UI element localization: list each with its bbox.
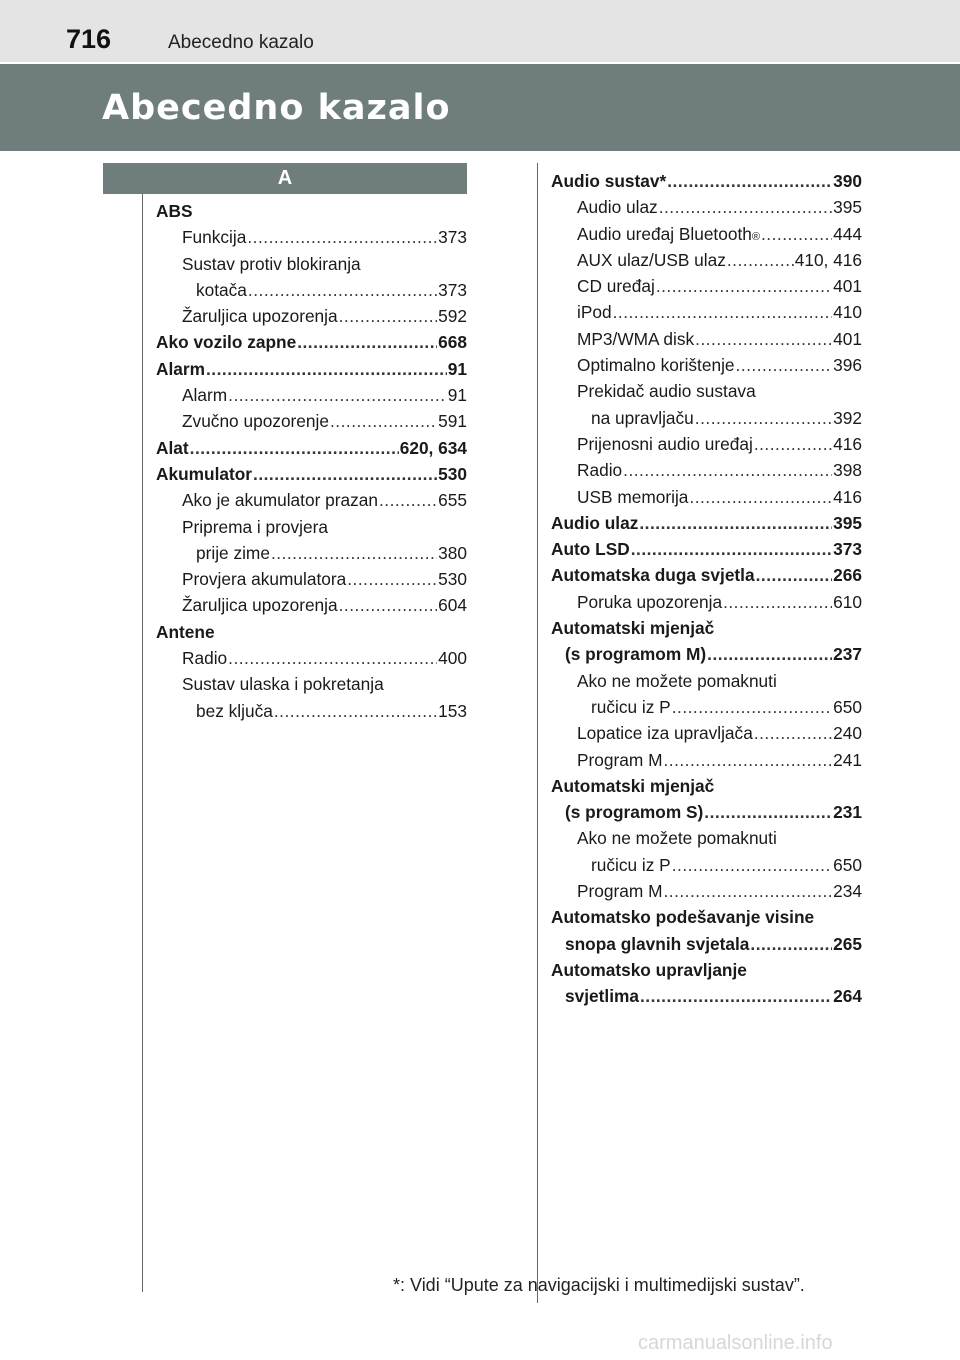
index-entry bbox=[156, 224, 467, 250]
entry-page: 530 bbox=[438, 463, 467, 484]
entry-term: Žaruljica upozorenja bbox=[182, 595, 338, 616]
dot-leader bbox=[623, 457, 832, 483]
entry-term: Sustav ulaska i pokretanja bbox=[182, 674, 384, 695]
entry-term: Radio bbox=[577, 460, 623, 481]
entry-term: Alat bbox=[156, 437, 189, 458]
dot-leader bbox=[271, 540, 437, 566]
dot-leader bbox=[695, 326, 832, 352]
dot-leader bbox=[613, 299, 833, 325]
dot-leader bbox=[339, 592, 438, 618]
entry-page: 655 bbox=[438, 490, 467, 511]
entry-term: Provjera akumulatora bbox=[182, 569, 347, 590]
dot-leader bbox=[695, 405, 832, 431]
dot-leader bbox=[754, 720, 832, 746]
index-entry bbox=[551, 904, 862, 930]
entry-term: Automatsko podešavanje visine bbox=[551, 907, 815, 928]
index-column-right bbox=[551, 168, 862, 1010]
index-entry bbox=[551, 694, 862, 720]
entry-page: 416 bbox=[833, 486, 862, 507]
index-entry bbox=[551, 510, 862, 536]
dot-leader bbox=[750, 931, 832, 957]
index-entry bbox=[551, 247, 862, 273]
dot-leader bbox=[228, 645, 437, 671]
dot-leader bbox=[297, 329, 437, 355]
entry-page: 410 bbox=[833, 302, 862, 323]
index-entry bbox=[551, 273, 862, 299]
entry-term: Poruka upozorenja bbox=[577, 591, 723, 612]
index-entry bbox=[551, 589, 862, 615]
index-entry bbox=[551, 799, 862, 825]
entry-page: 530 bbox=[438, 569, 467, 590]
entry-term: Ako vozilo zapne bbox=[156, 332, 297, 353]
index-entry bbox=[156, 356, 467, 382]
entry-page: 604 bbox=[438, 595, 467, 616]
entry-term: Program M bbox=[577, 881, 663, 902]
index-entry bbox=[551, 957, 862, 983]
index-entry bbox=[551, 852, 862, 878]
dot-leader bbox=[228, 382, 447, 408]
entry-term: Funkcija bbox=[182, 227, 247, 248]
dot-leader bbox=[736, 352, 833, 378]
entry-page: 234 bbox=[833, 881, 862, 902]
index-entry bbox=[551, 931, 862, 957]
entry-term: Audio ulaz bbox=[551, 512, 639, 533]
index-entry bbox=[551, 747, 862, 773]
entry-page: 400 bbox=[438, 648, 467, 669]
index-entry bbox=[156, 645, 467, 671]
watermark: carmanualsonline.info bbox=[638, 1332, 833, 1354]
entry-term: Ako ne možete pomaknuti bbox=[577, 828, 777, 849]
entry-term: ručicu iz P bbox=[591, 696, 671, 717]
entry-page: 373 bbox=[833, 539, 862, 560]
index-entry bbox=[551, 720, 862, 746]
entry-page: 241 bbox=[833, 749, 862, 770]
entry-page: 592 bbox=[438, 306, 467, 327]
index-entry bbox=[551, 825, 862, 851]
index-entry bbox=[156, 698, 467, 724]
entry-term: USB memorija bbox=[577, 486, 689, 507]
index-entry: Audio uređaj Bluetooth ® ..... 444 bbox=[551, 221, 862, 247]
entry-term: ručicu iz P bbox=[591, 854, 671, 875]
entry-page: 265 bbox=[833, 933, 862, 954]
index-entry bbox=[156, 277, 467, 303]
dot-leader bbox=[672, 694, 832, 720]
index-entry bbox=[156, 540, 467, 566]
index-entry bbox=[551, 352, 862, 378]
entry-page: 401 bbox=[833, 328, 862, 349]
index-entry bbox=[551, 878, 862, 904]
entry-term: svjetlima bbox=[565, 986, 639, 1007]
index-entry bbox=[156, 592, 467, 618]
title-band bbox=[0, 64, 960, 151]
dot-leader bbox=[689, 484, 832, 510]
entry-term: Žaruljica upozorenja bbox=[182, 306, 338, 327]
entry-page: 91 bbox=[447, 385, 467, 406]
index-entry bbox=[551, 562, 862, 588]
entry-page: 373 bbox=[438, 227, 467, 248]
dot-leader bbox=[248, 277, 437, 303]
entry-page: 91 bbox=[447, 358, 467, 379]
index-entry bbox=[551, 484, 862, 510]
page-header bbox=[0, 0, 960, 62]
entry-term: Alarm bbox=[156, 358, 205, 379]
dot-leader bbox=[707, 641, 832, 667]
dot-leader bbox=[274, 698, 437, 724]
dot-leader bbox=[754, 431, 832, 457]
footnote: *: Vidi “Upute za navigacijski i multimedijski sustav”. bbox=[393, 1275, 805, 1295]
index-entry bbox=[156, 198, 467, 224]
dot-leader bbox=[761, 221, 832, 247]
index-entry bbox=[551, 668, 862, 694]
entry-page: 591 bbox=[438, 411, 467, 432]
entry-term: Automatski mjenjač bbox=[551, 775, 715, 796]
entry-page: 398 bbox=[833, 460, 862, 481]
entry-term: Radio bbox=[182, 648, 228, 669]
entry-page: 231 bbox=[833, 802, 862, 823]
entry-term: ABS bbox=[156, 201, 193, 221]
entry-term: Lopatice iza upravljača bbox=[577, 723, 753, 744]
entry-term: AUX ulaz/USB ulaz bbox=[577, 249, 726, 270]
entry-page: 237 bbox=[833, 644, 862, 665]
entry-term: Optimalno korištenje bbox=[577, 355, 735, 376]
entry-page: 395 bbox=[833, 512, 862, 533]
entry-page: 266 bbox=[833, 565, 862, 586]
dot-leader bbox=[247, 224, 437, 250]
dot-leader bbox=[656, 273, 832, 299]
dot-leader bbox=[631, 536, 832, 562]
entry-page: 650 bbox=[833, 696, 862, 717]
entry-term: snopa glavnih svjetala bbox=[565, 933, 750, 954]
entry-term: Alarm bbox=[182, 385, 228, 406]
index-entry bbox=[551, 773, 862, 799]
entry-page: 390 bbox=[833, 171, 862, 191]
index-entry bbox=[551, 641, 862, 667]
index-entry bbox=[551, 983, 862, 1009]
index-entry bbox=[156, 514, 467, 540]
dot-leader bbox=[727, 247, 794, 273]
index-column-left bbox=[156, 198, 467, 724]
dot-leader bbox=[672, 852, 832, 878]
section-letter-bar: A bbox=[103, 163, 467, 194]
index-entry bbox=[551, 194, 862, 220]
entry-page: 444 bbox=[833, 223, 862, 244]
entry-page: 240 bbox=[833, 723, 862, 744]
running-title: Abecedno kazalo bbox=[168, 32, 314, 53]
index-entry bbox=[156, 251, 467, 277]
dot-leader bbox=[379, 487, 437, 513]
index-entry bbox=[156, 487, 467, 513]
index-entry bbox=[156, 461, 467, 487]
dot-leader bbox=[663, 878, 832, 904]
dot-leader bbox=[663, 747, 832, 773]
entry-term: Audio uređaj Bluetooth bbox=[577, 223, 752, 244]
entry-page: 401 bbox=[833, 276, 862, 297]
entry-term: Zvučno upozorenje bbox=[182, 411, 329, 432]
index-entry bbox=[551, 431, 862, 457]
middle-column-rule bbox=[537, 163, 538, 1303]
entry-term: Automatsko upravljanje bbox=[551, 959, 747, 980]
dot-leader bbox=[330, 408, 437, 434]
dot-leader bbox=[253, 461, 437, 487]
dot-leader bbox=[704, 799, 832, 825]
entry-term: Sustav protiv blokiranja bbox=[182, 253, 361, 274]
entry-page: 610 bbox=[833, 591, 862, 612]
index-entry bbox=[551, 405, 862, 431]
index-entry bbox=[551, 168, 862, 194]
entry-term: Program M bbox=[577, 749, 663, 770]
entry-page: 153 bbox=[438, 700, 467, 721]
index-entry bbox=[551, 326, 862, 352]
entry-page: 392 bbox=[833, 407, 862, 428]
entry-page: 650 bbox=[833, 854, 862, 875]
entry-term: Ako je akumulator prazan bbox=[182, 490, 378, 511]
index-entry bbox=[156, 619, 467, 645]
entry-page: 668 bbox=[438, 332, 467, 353]
entry-term: Automatski mjenjač bbox=[551, 618, 715, 639]
page-title: Abecedno kazalo bbox=[102, 88, 451, 128]
entry-term: Priprema i provjera bbox=[182, 516, 328, 537]
dot-leader bbox=[339, 303, 438, 329]
dot-leader bbox=[190, 435, 399, 461]
dot-leader bbox=[659, 194, 832, 220]
dot-leader bbox=[639, 510, 832, 536]
entry-term: Akumulator bbox=[156, 463, 253, 484]
page-number: 716 bbox=[66, 24, 112, 54]
entry-term: Audio ulaz bbox=[577, 197, 658, 218]
dot-leader bbox=[723, 589, 832, 615]
index-entry bbox=[156, 435, 467, 461]
entry-term: prije zime bbox=[196, 542, 270, 563]
index-entry bbox=[551, 615, 862, 641]
entry-page: 373 bbox=[438, 279, 467, 300]
entry-term: Auto LSD bbox=[551, 539, 630, 560]
dot-leader bbox=[347, 566, 437, 592]
entry-page: 620, 634 bbox=[399, 437, 467, 458]
entry-page: 380 bbox=[438, 542, 467, 563]
dot-leader bbox=[756, 562, 833, 588]
index-entry bbox=[156, 303, 467, 329]
index-entry bbox=[156, 566, 467, 592]
entry-page: 416 bbox=[833, 433, 862, 454]
entry-term: CD uređaj bbox=[577, 276, 655, 297]
index-entry bbox=[551, 378, 862, 404]
entry-term: Ako ne možete pomaknuti bbox=[577, 670, 777, 691]
index-entry bbox=[551, 536, 862, 562]
left-column-rule bbox=[142, 194, 143, 1292]
entry-page: 264 bbox=[833, 986, 862, 1007]
entry-term: Antene bbox=[156, 621, 215, 642]
entry-term: MP3/WMA disk bbox=[577, 328, 695, 349]
index-entry bbox=[156, 671, 467, 697]
entry-term: (s programom M) bbox=[565, 644, 707, 665]
index-entry bbox=[156, 382, 467, 408]
entry-page: 395 bbox=[833, 197, 862, 218]
dot-leader bbox=[640, 983, 832, 1009]
index-entry bbox=[156, 408, 467, 434]
index-entry bbox=[551, 457, 862, 483]
entry-term: (s programom S) bbox=[565, 802, 704, 823]
index-entry bbox=[551, 299, 862, 325]
entry-term: kotača bbox=[196, 279, 247, 300]
dot-leader bbox=[667, 168, 832, 194]
entry-term: Prijenosni audio uređaj bbox=[577, 433, 753, 454]
entry-term: na upravljaču bbox=[591, 407, 694, 428]
index-entry bbox=[156, 329, 467, 355]
entry-term: bez ključa bbox=[196, 700, 273, 721]
dot-leader bbox=[206, 356, 447, 382]
entry-term: Prekidač audio sustava bbox=[577, 381, 756, 402]
entry-page: 410, 416 bbox=[794, 249, 862, 270]
entry-term: Audio sustav* bbox=[551, 171, 667, 191]
entry-page: 396 bbox=[833, 355, 862, 376]
entry-term: Automatska duga svjetla bbox=[551, 565, 755, 586]
entry-term: iPod bbox=[577, 302, 612, 323]
